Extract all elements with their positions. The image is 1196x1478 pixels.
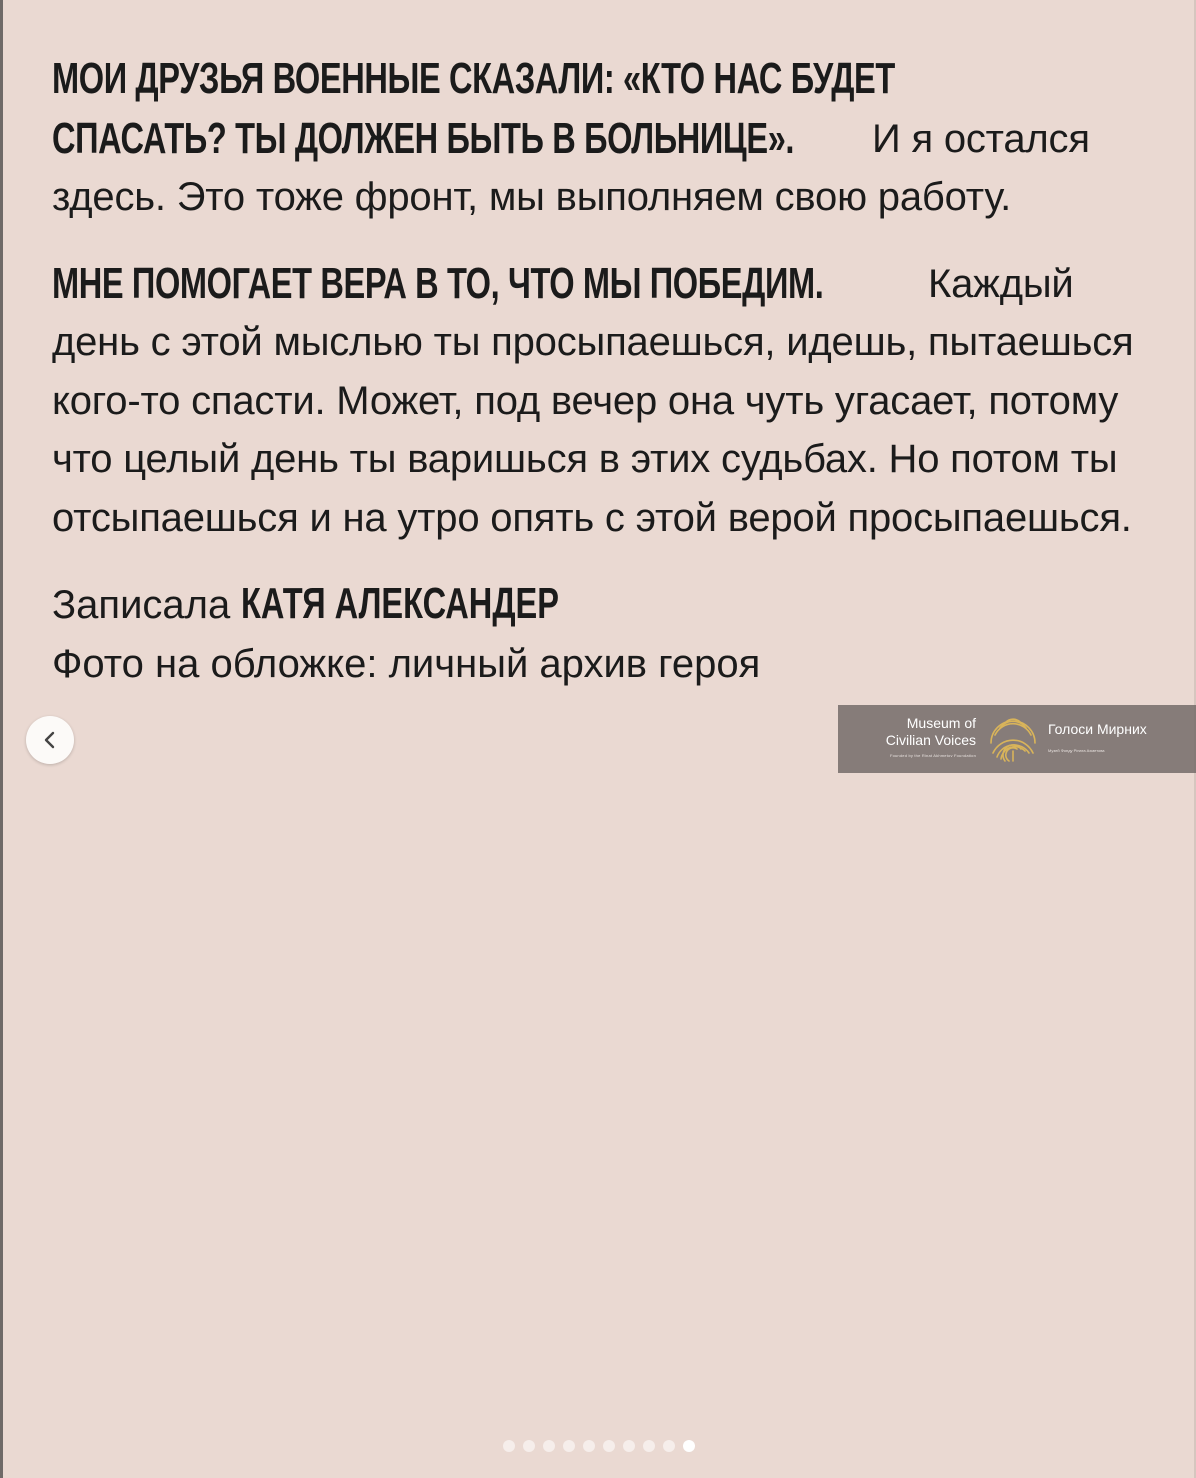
carousel-dot xyxy=(543,1440,555,1452)
paragraph-2-text-start: Каждый xyxy=(928,261,1074,306)
fingerprint-icon xyxy=(987,713,1039,765)
badge-ukrainian-subtitle: Музей Фонду Ріната Ахметова xyxy=(1048,748,1105,753)
carousel-dot xyxy=(503,1440,515,1452)
carousel-indicator xyxy=(503,1440,695,1452)
author-credit xyxy=(52,575,1162,635)
carousel-dot xyxy=(623,1440,635,1452)
post-text xyxy=(52,50,1162,693)
paragraph-2-heading: МНЕ ПОМОГАЕТ ВЕРА В ТО, ЧТО МЫ ПОБЕДИМ. xyxy=(52,258,824,308)
credits xyxy=(52,575,1162,693)
badge-ukrainian-name: Голоси Мирних xyxy=(1048,721,1147,737)
badge-english-subtitle: Founded by the Rinat Akhmetov Foundation xyxy=(889,753,976,758)
paragraph-1 xyxy=(52,50,1162,110)
previous-slide-button[interactable] xyxy=(26,716,74,764)
paragraph-1-heading-line2: СПАСАТЬ? ТЫ ДОЛЖЕН БЫТЬ В БОЛЬНИЦЕ». xyxy=(52,113,795,163)
carousel-dot xyxy=(563,1440,575,1452)
paragraph-2-first-line xyxy=(52,255,1162,314)
badge-en-line2: Civilian Voices xyxy=(885,732,976,748)
museum-watermark xyxy=(838,705,1196,773)
author-prefix: Записала xyxy=(52,583,231,627)
carousel-dot xyxy=(663,1440,675,1452)
badge-en-line1: Museum of xyxy=(906,715,976,731)
carousel-dot xyxy=(603,1440,615,1452)
paragraph-1-heading-line1: МОИ ДРУЗЬЯ ВОЕННЫЕ СКАЗАЛИ: «КТО НАС БУДЕТ xyxy=(52,54,895,103)
author-name: КАТЯ АЛЕКСАНДЕР xyxy=(241,579,560,628)
carousel-dot xyxy=(683,1440,695,1452)
carousel-dot xyxy=(523,1440,535,1452)
paragraph-1-body: здесь. Это тоже фронт, мы выполняем свою работу. xyxy=(52,175,1012,219)
carousel-dot xyxy=(583,1440,595,1452)
paragraph-1-line2 xyxy=(52,110,1162,169)
chevron-left-icon xyxy=(39,729,61,751)
paragraph-1-text-start: И я остался xyxy=(872,116,1090,161)
photo-credit: Фото на обложке: личный архив героя xyxy=(52,641,761,686)
badge-english-name xyxy=(838,715,976,749)
carousel-dot xyxy=(643,1440,655,1452)
paragraph-2-body: день с этой мыслью ты просыпаешься, идешь, пытаешься кого-то спасти. Может, под вечер она чуть угасает, потому что целый день ты варишься в этих судьбах. Но потом ты отсыпаешься и на утро опять с этой верой просыпаешься. xyxy=(52,320,1134,540)
left-edge xyxy=(0,0,3,1478)
